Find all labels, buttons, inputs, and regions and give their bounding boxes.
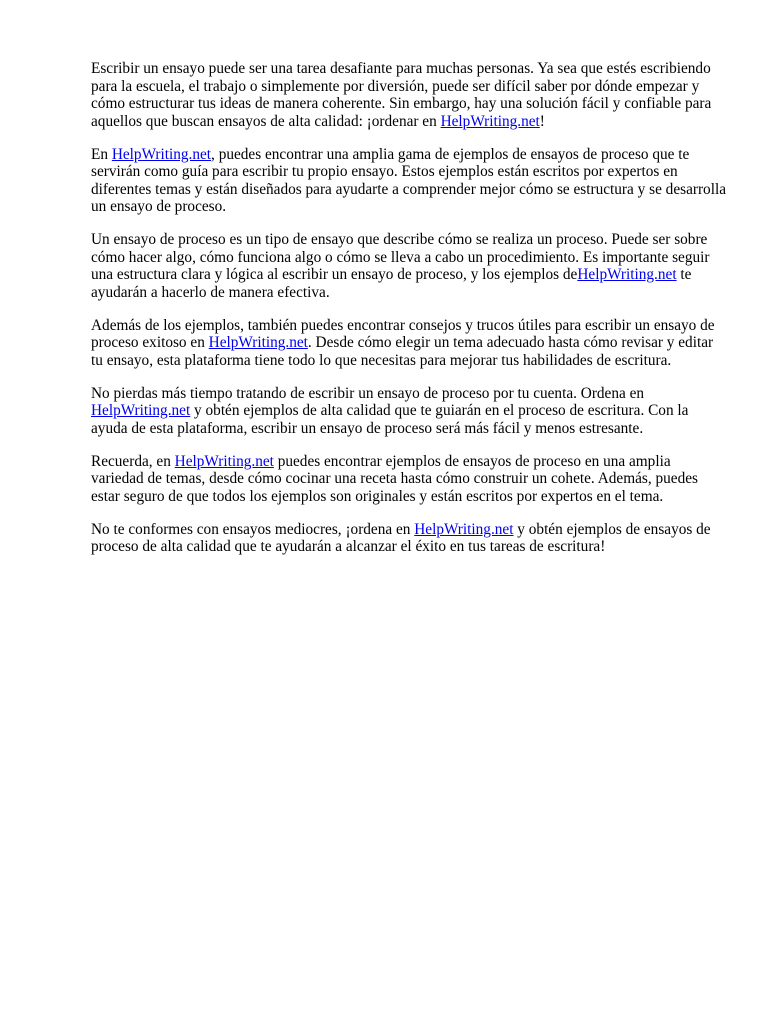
helpwriting-link[interactable]: HelpWriting.net — [91, 402, 191, 419]
paragraph-text: puedes encontrar ejemplos de ensayos de proceso en una amplia variedad de temas, desde cómo cocinar una receta hasta cómo construir un cohete. Además, puedes estar seguro de que todos los ejemplos son originales y están escritos por expertos en el tema. — [91, 452, 698, 505]
paragraph-conclusion — [91, 521, 727, 556]
paragraph-text: y obtén ejemplos de alta calidad que te guiarán en el proceso de escritura. Con la ayuda de esta plataforma, escribir un ensayo de proceso será más fácil y menos estresante. — [91, 402, 689, 437]
paragraph-text: te ayudarán a hacerlo de manera efectiva. — [91, 266, 692, 301]
helpwriting-link[interactable]: HelpWriting.net — [111, 145, 212, 163]
paragraph-examples — [91, 146, 727, 216]
helpwriting-link[interactable]: HelpWriting.net — [208, 334, 308, 351]
paragraph-text: No te conformes con ensayos mediocres, ¡ordena en — [91, 520, 415, 538]
paragraph-text: , puedes encontrar una amplia gama de ejemplos de ensayos de proceso que te servirán como guía para escribir tu propio ensayo. Estos ejemplos están escritos por expertos en diferentes temas y están diseñados para ayudarte a comprender mejor cómo se estructura y se desarrolla un ensayo de proceso. — [91, 145, 726, 215]
paragraph-text: ! — [539, 112, 545, 130]
paragraph-text: Recuerda, en — [91, 452, 175, 470]
paragraph-text: No pierdas más tiempo tratando de escribir un ensayo de proceso por tu cuenta. Ordena en — [91, 384, 645, 402]
paragraph-reminder — [91, 453, 727, 506]
paragraph-text: Un ensayo de proceso es un tipo de ensayo que describe cómo se realiza un proceso. Puede ser sobre cómo hacer algo, cómo funciona algo o cómo se lleva a cabo un procedimiento. Es importante seguir una estructura clara y lógica al escribir un ensayo de proceso, y los ejemplos de — [91, 231, 710, 283]
paragraph-order — [91, 385, 727, 438]
paragraph-text: y obtén ejemplos de ensayos de proceso de alta calidad que te ayudarán a alcanzar el éxito en tus tareas de escritura! — [91, 520, 711, 555]
paragraph-tips — [91, 317, 727, 370]
paragraph-definition — [91, 231, 727, 301]
helpwriting-link[interactable]: HelpWriting.net — [577, 266, 677, 283]
paragraph-intro — [91, 60, 727, 130]
helpwriting-link[interactable]: HelpWriting.net — [440, 112, 540, 130]
paragraph-text: . Desde cómo elegir un tema adecuado hasta cómo revisar y editar tu ensayo, esta plataforma tiene todo lo que necesitas para mejorar tus habilidades de escritura. — [91, 334, 714, 369]
paragraph-text: En — [91, 145, 112, 163]
helpwriting-link[interactable]: HelpWriting.net — [174, 452, 274, 470]
helpwriting-link[interactable]: HelpWriting.net — [414, 520, 514, 538]
paragraph-text: Escribir un ensayo puede ser una tarea desafiante para muchas personas. Ya sea que estés escribiendo para la escuela, el trabajo o simplemente por diversión, puede ser difícil saber por dónde empezar y cómo estructurar tus ideas de manera coherente. Sin embargo, hay una solución fácil y confiable para aquellos que buscan ensayos de alta calidad: ¡ordenar en — [91, 60, 712, 130]
document-page — [91, 60, 727, 571]
paragraph-text: Además de los ejemplos, también puedes encontrar consejos y trucos útiles para escribir un ensayo de proceso exitoso en — [91, 316, 715, 351]
